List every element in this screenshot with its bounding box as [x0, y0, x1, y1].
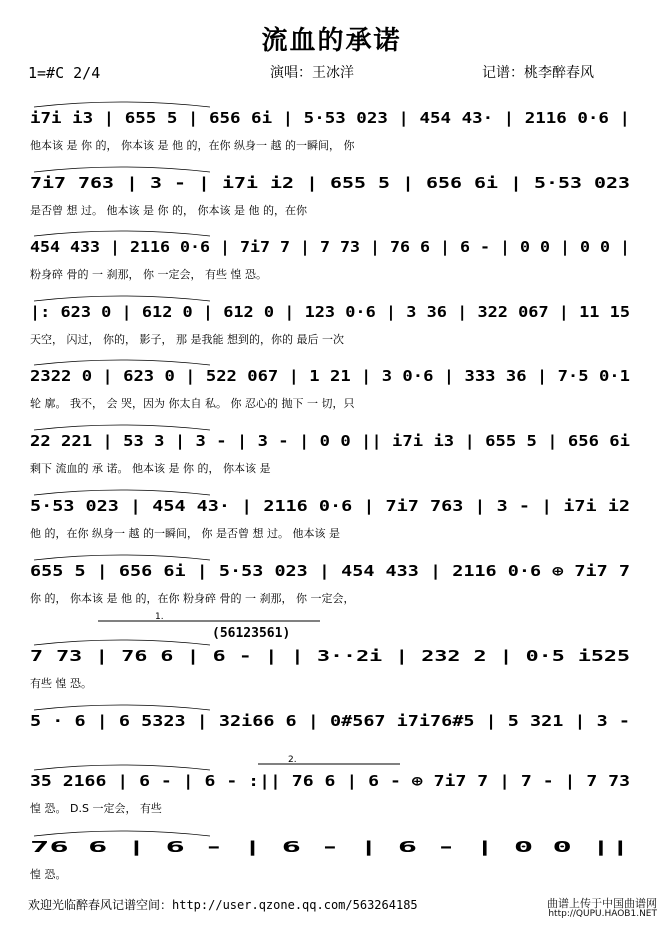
lyric-line: 惶 恐。	[30, 868, 67, 881]
notation-line: i7i i3 | 655 5 | 656 6i | 5·53 023 | 454 43· | 2116 0·6 |	[30, 109, 545, 127]
parenthetical-phrase: (56123561)	[212, 626, 291, 641]
footer-text: 欢迎光临醉春风记谱空间：http://user.qzone.qq.com/563264185	[28, 898, 418, 912]
lyric-line: 有些 惶 恐。	[30, 677, 92, 690]
numbered-music-score	[0, 95, 663, 895]
slur-mark	[34, 360, 210, 365]
lyric-line: 天空， 闪过， 你的， 影子， 那 是我能 想到的，你的 最后 一次	[30, 333, 344, 346]
watermark	[547, 898, 657, 920]
lyric-line: 轮 廓。 我不， 会 哭，因为 你太自 私。 你 忍心的 抛下 一 切，只	[30, 397, 355, 410]
watermark-line-1: 曲谱上传于中国曲谱网	[547, 897, 657, 910]
lyric-line: 他本该 是 你 的， 你本该 是 他 的，在你 纵身一 越 的一瞬间， 你	[30, 139, 355, 152]
slur-mark	[34, 831, 210, 836]
lyric-line: 惶 恐。 D.S 一定会， 有些	[30, 802, 162, 815]
notation-line: 7i7 763 | 3 - | i7i i2 | 655 5 | 656 6i | 5·53 023	[30, 174, 482, 192]
notation-line: 76 6 | 6 - | 6 - | 6 - | 0 0 ||	[30, 838, 310, 856]
slur-mark	[34, 705, 210, 710]
lyric-line: 他 的，在你 纵身一 越 的一瞬间， 你 是否曾 想 过。 他本该 是	[30, 527, 340, 540]
slur-mark	[34, 490, 210, 495]
slur-mark	[34, 640, 210, 645]
notation-line: 7 73 | 76 6 | 6 - | | 3··2i | 232 2 | 0·5 i525	[30, 647, 446, 665]
notation-line: |: 623 0 | 612 0 | 612 0 | 123 0·6 | 3 36 | 322 067 | 11 15	[30, 303, 563, 321]
score-rows	[30, 102, 630, 881]
slur-mark	[34, 296, 210, 301]
notation-line: 5 · 6 | 6 5323 | 32i66 6 | 0#567 i7i76#5 | 5 321 | 3 -	[30, 712, 518, 730]
slur-mark	[34, 555, 210, 560]
notation-line: 22 221 | 53 3 | 3 - | 3 - | 0 0 || i7i i3 | 655 5 | 656 6i	[30, 432, 554, 450]
lyric-line: 粉身碎 骨的 一 刹那， 你 一定会， 有些 惶 恐。	[30, 268, 267, 281]
notation-line: 655 5 | 656 6i | 5·53 023 | 454 433 | 2116 0·6 ⊕ 7i7 7	[30, 562, 518, 580]
lyric-line: 是否曾 想 过。 他本该 是 你 的， 你本该 是 他 的，在你	[30, 204, 307, 217]
lyric-line: 剩下 流血的 承 诺。 他本该 是 你 的， 你本该 是	[30, 462, 271, 475]
slur-mark	[34, 765, 210, 770]
volta-label-1: 1.	[155, 612, 164, 622]
singer-credit: 演唱：王冰洋	[270, 65, 354, 81]
lyric-line: 你 的， 你本该 是 他 的，在你 粉身碎 骨的 一 刹那， 你 一定会，	[30, 592, 355, 605]
notation-line: 2322 0 | 623 0 | 522 067 | 1 21 | 3 0·6 | 333 36 | 7·5 0·1	[30, 367, 554, 385]
song-title: 流血的承诺	[261, 26, 402, 56]
volta-label-2: 2.	[288, 755, 297, 765]
slur-mark	[34, 231, 210, 236]
transcriber-credit: 记谱：桃李醉春风	[482, 65, 594, 81]
notation-line: 35 2166 | 6 - | 6 - :|| 76 6 | 6 - ⊕ 7i7 7 | 7 - | 7 73	[30, 772, 527, 790]
watermark-line-2: http://QUPU.HAOB1.NET	[548, 909, 657, 919]
slur-mark	[34, 102, 210, 107]
notation-line: 5·53 023 | 454 43· | 2116 0·6 | 7i7 763 | 3 - | i7i i2	[30, 497, 518, 515]
slur-mark	[34, 167, 210, 172]
key-signature: 1=#C 2/4	[28, 64, 101, 82]
slur-mark	[34, 425, 210, 430]
notation-line: 454 433 | 2116 0·6 | 7i7 7 | 7 73 | 76 6 | 6 - | 0 0 | 0 0 |	[30, 238, 572, 256]
